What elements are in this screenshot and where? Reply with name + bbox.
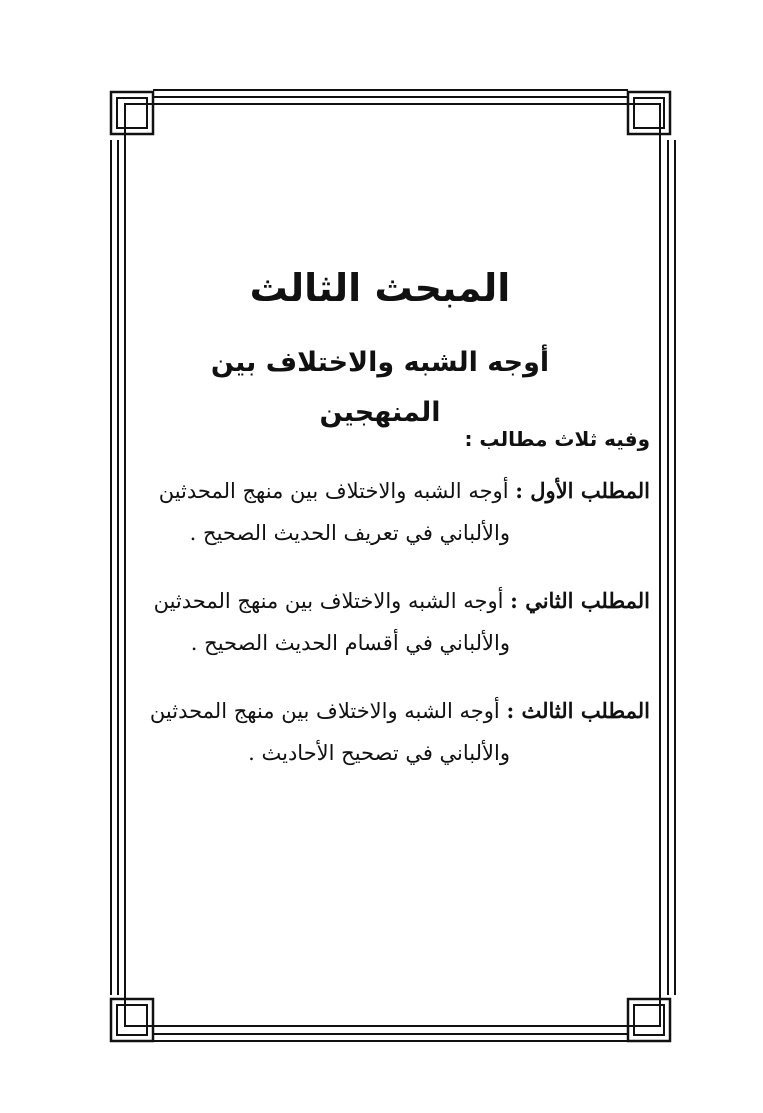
requirement-3-line1: أوجه الشبه والاختلاف بين منهج المحدثين [149, 699, 500, 723]
chapter-title: المبحث الثالث [249, 266, 511, 310]
requirement-1-line1: أوجه الشبه والاختلاف بين منهج المحدثين [158, 479, 509, 503]
requirement-3-line2: والألباني في تصحيح الأحاديث . [248, 741, 510, 765]
intro-line: وفيه ثلاث مطالب : [464, 427, 650, 451]
requirement-1-line2: والألباني في تعريف الحديث الصحيح . [189, 521, 510, 545]
requirement-1-title: المطلب الأول : [515, 478, 650, 503]
requirement-3-title: المطلب الثالث : [506, 698, 650, 723]
requirement-2-line1: أوجه الشبه والاختلاف بين منهج المحدثين [153, 589, 504, 613]
chapter-subtitle: أوجه الشبه والاختلاف بين المنهجين [210, 347, 550, 428]
requirement-3 [120, 690, 650, 774]
requirement-1 [120, 470, 650, 554]
requirement-2-line2: والألباني في أقسام الحديث الصحيح . [190, 631, 510, 655]
requirement-2-title: المطلب الثاني : [510, 588, 650, 613]
requirement-2 [120, 580, 650, 664]
